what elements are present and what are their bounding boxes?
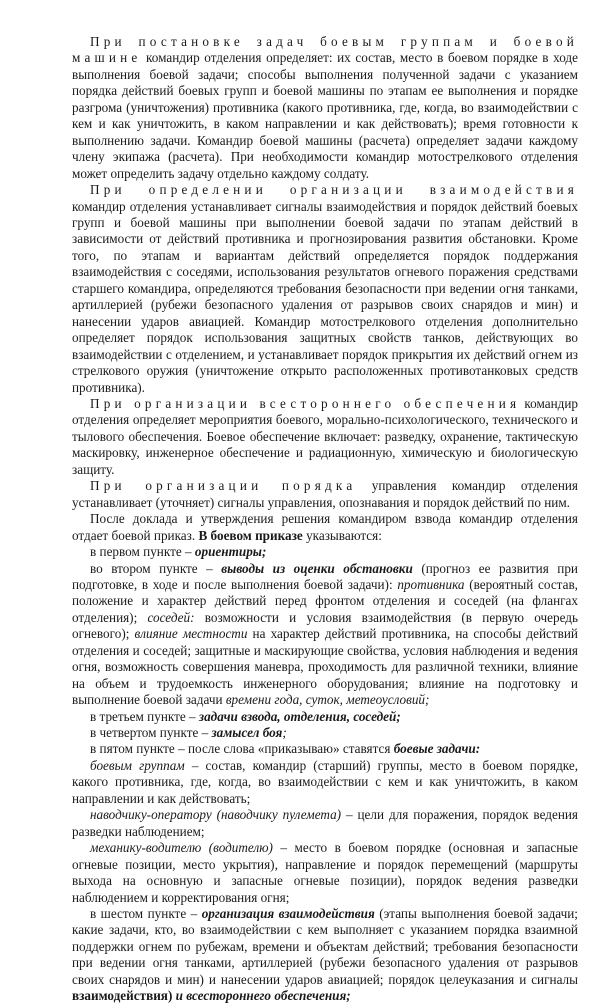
- paragraph-text: (вероятный состав, положение и характер действий перед фронтом отделения и соседей (на флангах отделения);: [72, 576, 578, 625]
- paragraph-control-order: [72, 478, 578, 511]
- paragraph-text: командир отделения определяет: их состав, место в боевом порядке в ходе выполнения боевой задачи; способы выполнения полученной задачи с указанием порядка действий боевых групп и боевой машины по этапам ее выполнения и порядке разгрома (уничтожения) противника (какого противника, где, когда, во взаимодействии с кем и как уничтожить, в каком направлении и как действовать); время готовности к выполнению задачи. Командир боевой машины (расчета) определяет задачи каждому члену экипажа (расчета). При необходимости командир мотострелкового отделения может определить задачу отдельно каждому солдату.: [72, 50, 578, 181]
- item-term: выводы из оценки обстановки: [221, 560, 413, 576]
- order-item-6: [72, 906, 578, 1005]
- paragraph-text: возможности и условия взаимодействия (в первую очередь огневого);: [72, 609, 578, 642]
- order-item-5: [72, 741, 578, 757]
- item-prefix: в четвертом пункте –: [90, 725, 212, 741]
- item-prefix: в третьем пункте –: [90, 708, 199, 724]
- item-term: замысел боя: [211, 725, 283, 741]
- paragraph-text: управления командир отделения устанавливает (уточняет) сигналы управления, опознавания и порядок действий по ним.: [72, 478, 579, 510]
- task-driver-mechanic: [72, 840, 578, 906]
- item-prefix: в первом пункте –: [90, 544, 195, 560]
- paragraph-text: (этапы выполнения боевой задачи; какие задачи, кто, во взаимодействии с кем выполняет с указанием порядка взаимной поддержки огнем по рубежам, времени и объектам действий; требования безопасности при ведении огня танками, артиллерией (рубежи безопасного удаления от разрывов своих снарядов и мин) и нанесении ударов авиацией; порядок целеуказания и сигналы: [72, 906, 578, 987]
- paragraph-text: командир отделения устанавливает сигналы взаимодействия и порядок действий боевых групп и боевой машины при выполнении боевой задачи по этапам действий в зависимости от действий противника и прогнозирования развития обстановки. Кроме того, по этапам и вариантам действий определяется порядок поддержания взаимодействия с соседями, использования результатов огневого поражения средствами старшего командира, определяются требования безопасности при ведении огня танками, артиллерией (рубежи безопасного удаления от разрывов своих снарядов и мин) и нанесении ударов авиацией. Командир мотострелкового отделения дополнительно определяет порядок использования защитных свойств танков, действующих во взаимодействии с отделением, и устанавливает порядок прикрытия их действий огнем из стрелкового оружия (уничтожение открыто расположенных противотанковых средств противника).: [72, 198, 578, 395]
- document-page: [72, 34, 578, 1005]
- item-prefix: в шестом пункте –: [90, 906, 202, 922]
- item-term: организация взаимодействия: [201, 906, 375, 922]
- paragraph-text: командир отделения определяет мероприятия боевого, морально-психологического, технического и тылового обеспечения. Боевое обеспечение включает: разведку, охранение, тактическую маскировку, инженерное обеспечение и радиационную, химическую и биологическую защиту.: [72, 395, 578, 477]
- paragraph-combat-order-intro: [72, 511, 578, 544]
- item-term: ориентиры;: [194, 544, 267, 560]
- order-item-1: [72, 544, 578, 560]
- spaced-lead: При определении организации взаимодействия: [90, 182, 578, 198]
- item-prefix: во втором пункте –: [90, 560, 222, 576]
- paragraph-text: – место в боевом порядке (основная и запасные огневые позиции, место укрытия), направление и порядок перемещений (маршруты выхода на основную и запасные огневые позиции), порядок ведения разведки наблюдением и корректирования огня;: [72, 840, 578, 905]
- order-item-4: [72, 725, 578, 741]
- item-term: боевые задачи:: [393, 741, 481, 757]
- paragraph-text: (прогноз ее развития при подготовке, в ходе и после выполнения боевой задачи):: [72, 560, 578, 592]
- item-prefix: в пятом пункте – после слова «приказываю» ставятся: [90, 741, 394, 757]
- italic-term: времени года, суток, метеоусловий;: [225, 692, 430, 708]
- paragraph-text: После доклада и утверждения решения командиром взвода командир отделения отдает боевой приказ.: [72, 511, 578, 543]
- paragraph-text: – цели для поражения, порядок ведения разведки наблюдением;: [72, 807, 578, 839]
- italic-term: соседей:: [147, 609, 195, 625]
- paragraph-text: на характер действий противника, на способы действий отделения и соседей; защитные и маскирующие свойства, условия наблюдения и ведения огня, возможность совершения маневра, проходимость для различной техники, влияние на объем и трудоемкость инженерного оборудования; влияние на подготовку и выполнение боевой задачи: [72, 626, 578, 708]
- order-item-3: [72, 709, 578, 725]
- spaced-lead: При постановке задач боевым группам и боевой машине: [72, 34, 578, 66]
- bold-italic-tail: и всестороннего обеспечения;: [172, 988, 351, 1004]
- italic-term: влияние местности: [134, 626, 248, 642]
- bold-term: взаимодействия): [72, 988, 173, 1004]
- paragraph-text: указываются:: [302, 527, 382, 543]
- italic-term: противника: [397, 576, 465, 592]
- paragraph-interaction-organization: [72, 182, 578, 396]
- paragraph-text: – состав, командир (старший) группы, место в боевом порядке, какого противника, где, когда, во взаимодействии с кем и как уничтожить, в каком направлении и как действовать;: [72, 757, 579, 806]
- task-combat-groups: [72, 758, 578, 807]
- italic-term: наводчику-оператору (наводчику пулемета): [90, 807, 342, 823]
- italic-term: механику-водителю (водителю): [90, 840, 273, 856]
- paragraph-comprehensive-support: [72, 396, 578, 478]
- paragraph-combat-groups-tasks: [72, 34, 578, 182]
- item-term: задачи взвода, отделения, соседей;: [198, 708, 401, 724]
- italic-tail: ;: [282, 725, 287, 741]
- spaced-lead: При организации порядка: [90, 478, 357, 494]
- spaced-lead: При организации всестороннего обеспечения: [90, 395, 521, 411]
- italic-term: боевым группам: [90, 757, 185, 773]
- task-gunner-operator: [72, 807, 578, 840]
- order-item-2: [72, 561, 578, 709]
- bold-term: В боевом приказе: [198, 527, 303, 543]
